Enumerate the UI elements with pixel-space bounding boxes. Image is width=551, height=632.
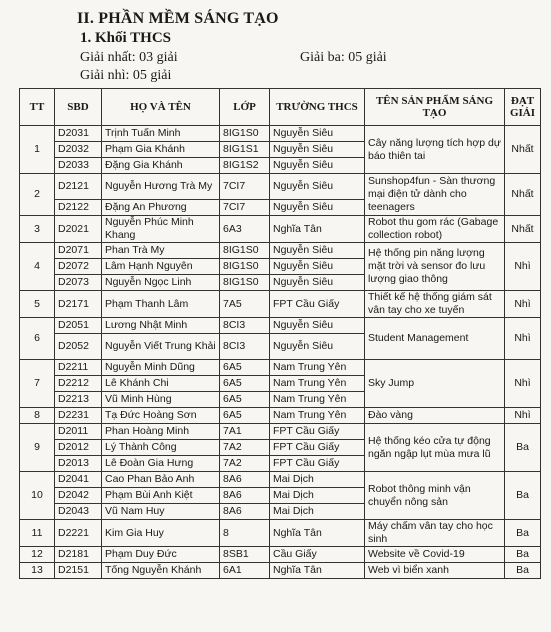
school-name: Nam Trung Yên [270, 360, 365, 376]
group-number: 13 [20, 563, 55, 579]
student-class: 8IG1S0 [220, 275, 270, 291]
award-level: Nhất [505, 174, 541, 216]
student-id: D2043 [55, 504, 102, 520]
student-id: D2042 [55, 488, 102, 504]
student-class: 6A5 [220, 408, 270, 424]
student-name: Nguyễn Viết Trung Khải [102, 334, 220, 360]
award-level: Nhất [505, 126, 541, 174]
student-id: D2212 [55, 376, 102, 392]
student-class: 7CI7 [220, 200, 270, 216]
table-row [20, 243, 541, 259]
school-name: FPT Cầu Giấy [270, 456, 365, 472]
table-row [20, 291, 541, 318]
school-name: FPT Cầu Giấy [270, 440, 365, 456]
table-row [20, 472, 541, 488]
school-name: Nam Trung Yên [270, 392, 365, 408]
table-body [20, 126, 541, 579]
student-id: D2041 [55, 472, 102, 488]
school-name: Nguyễn Siêu [270, 259, 365, 275]
student-name: Phạm Bùi Anh Kiệt [102, 488, 220, 504]
student-class: 7CI7 [220, 174, 270, 200]
table-row [20, 174, 541, 200]
student-class: 8 [220, 520, 270, 547]
student-id: D2032 [55, 142, 102, 158]
student-id: D2122 [55, 200, 102, 216]
table-row [20, 318, 541, 334]
student-class: 8A6 [220, 504, 270, 520]
group-number: 12 [20, 547, 55, 563]
table-row [20, 547, 541, 563]
header-school: TRƯỜNG THCS [270, 89, 365, 126]
school-name: Nguyễn Siêu [270, 275, 365, 291]
table-row [20, 520, 541, 547]
student-id: D2011 [55, 424, 102, 440]
student-name: Phạm Gia Khánh [102, 142, 220, 158]
student-class: 8IG1S2 [220, 158, 270, 174]
first-prize-count: Giải nhất: 03 giải [80, 50, 178, 65]
student-name: Lương Nhật Minh [102, 318, 220, 334]
award-level: Nhì [505, 318, 541, 360]
product-name: Máy chấm vân tay cho học sinh [365, 520, 505, 547]
student-class: 7A1 [220, 424, 270, 440]
student-name: Cao Phan Bảo Anh [102, 472, 220, 488]
product-name: Student Management [365, 318, 505, 360]
student-class: 7A5 [220, 291, 270, 318]
group-number: 9 [20, 424, 55, 472]
student-name: Lê Khánh Chi [102, 376, 220, 392]
student-id: D2221 [55, 520, 102, 547]
student-name: Vũ Nam Huy [102, 504, 220, 520]
school-name: FPT Cầu Giấy [270, 291, 365, 318]
school-name: Nghĩa Tân [270, 563, 365, 579]
student-id: D2072 [55, 259, 102, 275]
student-name: Nguyễn Minh Dũng [102, 360, 220, 376]
product-name: Web vì biển xanh [365, 563, 505, 579]
school-name: Mai Dịch [270, 472, 365, 488]
award-level: Ba [505, 547, 541, 563]
award-level: Nhì [505, 243, 541, 291]
section-heading: II. PHẦN MỀM SÁNG TẠO [77, 10, 279, 27]
award-level: Nhì [505, 291, 541, 318]
results-table [19, 88, 541, 579]
table-header [20, 89, 541, 126]
student-id: D2171 [55, 291, 102, 318]
student-name: Phan Trà My [102, 243, 220, 259]
sub-heading: 1. Khối THCS [80, 30, 172, 46]
student-class: 8IG1S0 [220, 243, 270, 259]
student-class: 6A3 [220, 216, 270, 243]
third-prize-count: Giải ba: 05 giải [300, 50, 387, 65]
student-class: 6A5 [220, 376, 270, 392]
student-name: Nguyễn Phúc Minh Khang [102, 216, 220, 243]
student-id: D2033 [55, 158, 102, 174]
student-name: Đặng Gia Khánh [102, 158, 220, 174]
student-id: D2071 [55, 243, 102, 259]
header-class: LỚP [220, 89, 270, 126]
student-class: 6A1 [220, 563, 270, 579]
student-name: Phạm Thanh Lâm [102, 291, 220, 318]
second-prize-count: Giải nhì: 05 giải [80, 68, 172, 83]
student-class: 8CI3 [220, 318, 270, 334]
school-name: Nguyễn Siêu [270, 200, 365, 216]
group-number: 11 [20, 520, 55, 547]
student-id: D2031 [55, 126, 102, 142]
product-name: Sunshop4fun - Sàn thương mại điện tử dành cho teenagers [365, 174, 505, 216]
school-name: Nam Trung Yên [270, 408, 365, 424]
student-id: D2181 [55, 547, 102, 563]
header-row [20, 89, 541, 126]
student-class: 8CI3 [220, 334, 270, 360]
group-number: 5 [20, 291, 55, 318]
table-row [20, 216, 541, 243]
student-name: Phan Hoàng Minh [102, 424, 220, 440]
student-name: Nguyễn Hương Trà My [102, 174, 220, 200]
group-number: 1 [20, 126, 55, 174]
student-id: D2231 [55, 408, 102, 424]
school-name: Nguyễn Siêu [270, 318, 365, 334]
student-name: Kim Gia Huy [102, 520, 220, 547]
student-id: D2052 [55, 334, 102, 360]
student-id: D2151 [55, 563, 102, 579]
student-id: D2051 [55, 318, 102, 334]
school-name: Mai Dịch [270, 504, 365, 520]
product-name: Cây năng lượng tích hợp dự báo thiên tai [365, 126, 505, 174]
student-class: 8IG1S1 [220, 142, 270, 158]
student-id: D2073 [55, 275, 102, 291]
table-row [20, 424, 541, 440]
school-name: Nguyễn Siêu [270, 126, 365, 142]
school-name: FPT Cầu Giấy [270, 424, 365, 440]
award-level: Ba [505, 424, 541, 472]
school-name: Nguyễn Siêu [270, 334, 365, 360]
student-name: Tạ Đức Hoàng Sơn [102, 408, 220, 424]
student-id: D2213 [55, 392, 102, 408]
award-level: Ba [505, 472, 541, 520]
student-name: Trịnh Tuấn Minh [102, 126, 220, 142]
group-number: 3 [20, 216, 55, 243]
student-id: D2012 [55, 440, 102, 456]
school-name: Cầu Giấy [270, 547, 365, 563]
product-name: Robot thông minh vận chuyển nông sản [365, 472, 505, 520]
group-number: 7 [20, 360, 55, 408]
student-id: D2211 [55, 360, 102, 376]
award-level: Nhì [505, 408, 541, 424]
school-name: Mai Dịch [270, 488, 365, 504]
school-name: Nguyễn Siêu [270, 243, 365, 259]
header-name: HỌ VÀ TÊN [102, 89, 220, 126]
student-id: D2021 [55, 216, 102, 243]
table-row [20, 563, 541, 579]
product-name: Website về Covid-19 [365, 547, 505, 563]
student-class: 8SB1 [220, 547, 270, 563]
student-name: Đặng An Phương [102, 200, 220, 216]
product-name: Thiết kế hệ thống giám sát vân tay cho xe tuyến [365, 291, 505, 318]
school-name: Nghĩa Tân [270, 216, 365, 243]
award-level: Ba [505, 520, 541, 547]
student-name: Lý Thành Công [102, 440, 220, 456]
award-level: Nhì [505, 360, 541, 408]
student-name: Lâm Hạnh Nguyên [102, 259, 220, 275]
student-name: Tống Nguyễn Khánh [102, 563, 220, 579]
school-name: Nguyễn Siêu [270, 142, 365, 158]
school-name: Nam Trung Yên [270, 376, 365, 392]
header-tt: TT [20, 89, 55, 126]
student-id: D2121 [55, 174, 102, 200]
group-number: 2 [20, 174, 55, 216]
student-name: Lê Đoàn Gia Hưng [102, 456, 220, 472]
product-name: Hệ thống pin năng lượng mặt trời và sensor đo lưu lượng giao thông [365, 243, 505, 291]
student-class: 7A2 [220, 456, 270, 472]
product-name: Sky Jump [365, 360, 505, 408]
school-name: Nguyễn Siêu [270, 158, 365, 174]
group-number: 8 [20, 408, 55, 424]
group-number: 6 [20, 318, 55, 360]
student-name: Vũ Minh Hùng [102, 392, 220, 408]
school-name: Nghĩa Tân [270, 520, 365, 547]
group-number: 10 [20, 472, 55, 520]
header-product: TÊN SẢN PHẨM SÁNG TẠO [365, 89, 505, 126]
student-class: 6A5 [220, 360, 270, 376]
student-class: 7A2 [220, 440, 270, 456]
product-name: Robot thu gom rác (Gabage collection robot) [365, 216, 505, 243]
student-class: 8A6 [220, 488, 270, 504]
student-name: Phạm Duy Đức [102, 547, 220, 563]
student-class: 8IG1S0 [220, 126, 270, 142]
table-row [20, 408, 541, 424]
product-name: Đào vàng [365, 408, 505, 424]
header-sbd: SBD [55, 89, 102, 126]
student-id: D2013 [55, 456, 102, 472]
student-class: 8A6 [220, 472, 270, 488]
student-name: Nguyễn Ngọc Linh [102, 275, 220, 291]
student-class: 6A5 [220, 392, 270, 408]
product-name: Hệ thống kéo cửa tự động ngăn ngập lụt mùa mưa lũ [365, 424, 505, 472]
student-class: 8IG1S0 [220, 259, 270, 275]
header-award: ĐẠT GIẢI [505, 89, 541, 126]
school-name: Nguyễn Siêu [270, 174, 365, 200]
table-row [20, 126, 541, 142]
table-row [20, 360, 541, 376]
award-level: Nhất [505, 216, 541, 243]
award-level: Ba [505, 563, 541, 579]
group-number: 4 [20, 243, 55, 291]
